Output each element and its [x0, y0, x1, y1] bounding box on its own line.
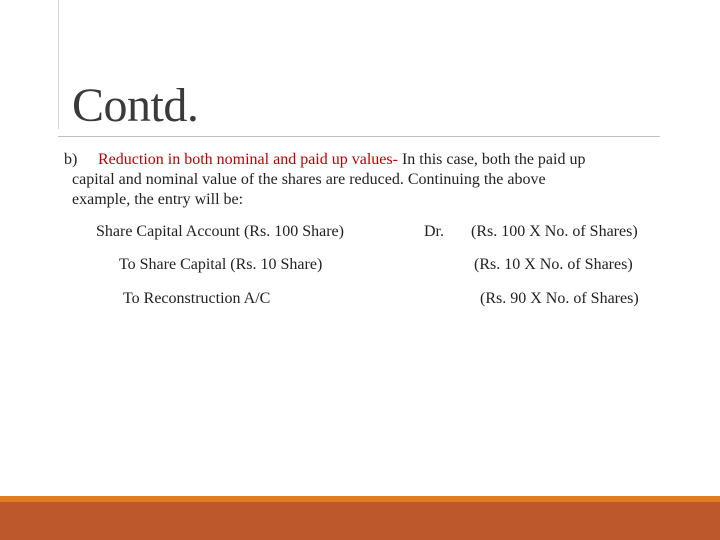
footer-bar [0, 502, 720, 540]
dr-label: Dr. [424, 223, 444, 240]
highlight-phrase: Reduction in both nominal and paid up values- [98, 151, 398, 168]
body-paragraph [64, 150, 664, 210]
paragraph-line2-text: capital and nominal value of the shares are reduced. Continuing the above [72, 171, 546, 188]
title-underline [58, 136, 660, 137]
credit-amount-share-capital: (Rs. 10 X No. of Shares) [474, 256, 633, 273]
list-marker: b) [64, 151, 78, 168]
credit-account-share-capital: To Share Capital (Rs. 10 Share) [119, 256, 323, 273]
debit-account: Share Capital Account (Rs. 100 Share) [96, 223, 344, 240]
slide-title: Contd. [72, 79, 199, 132]
paragraph-line1-text: In this case, both the paid up [397, 151, 586, 168]
credit-amount-reconstruction: (Rs. 90 X No. of Shares) [480, 290, 639, 307]
debit-amount: (Rs. 100 X No. of Shares) [471, 223, 638, 240]
paragraph-line3-text: example, the entry will be: [72, 191, 244, 208]
credit-account-reconstruction: To Reconstruction A/C [123, 290, 271, 307]
left-decorative-rule [58, 0, 59, 129]
